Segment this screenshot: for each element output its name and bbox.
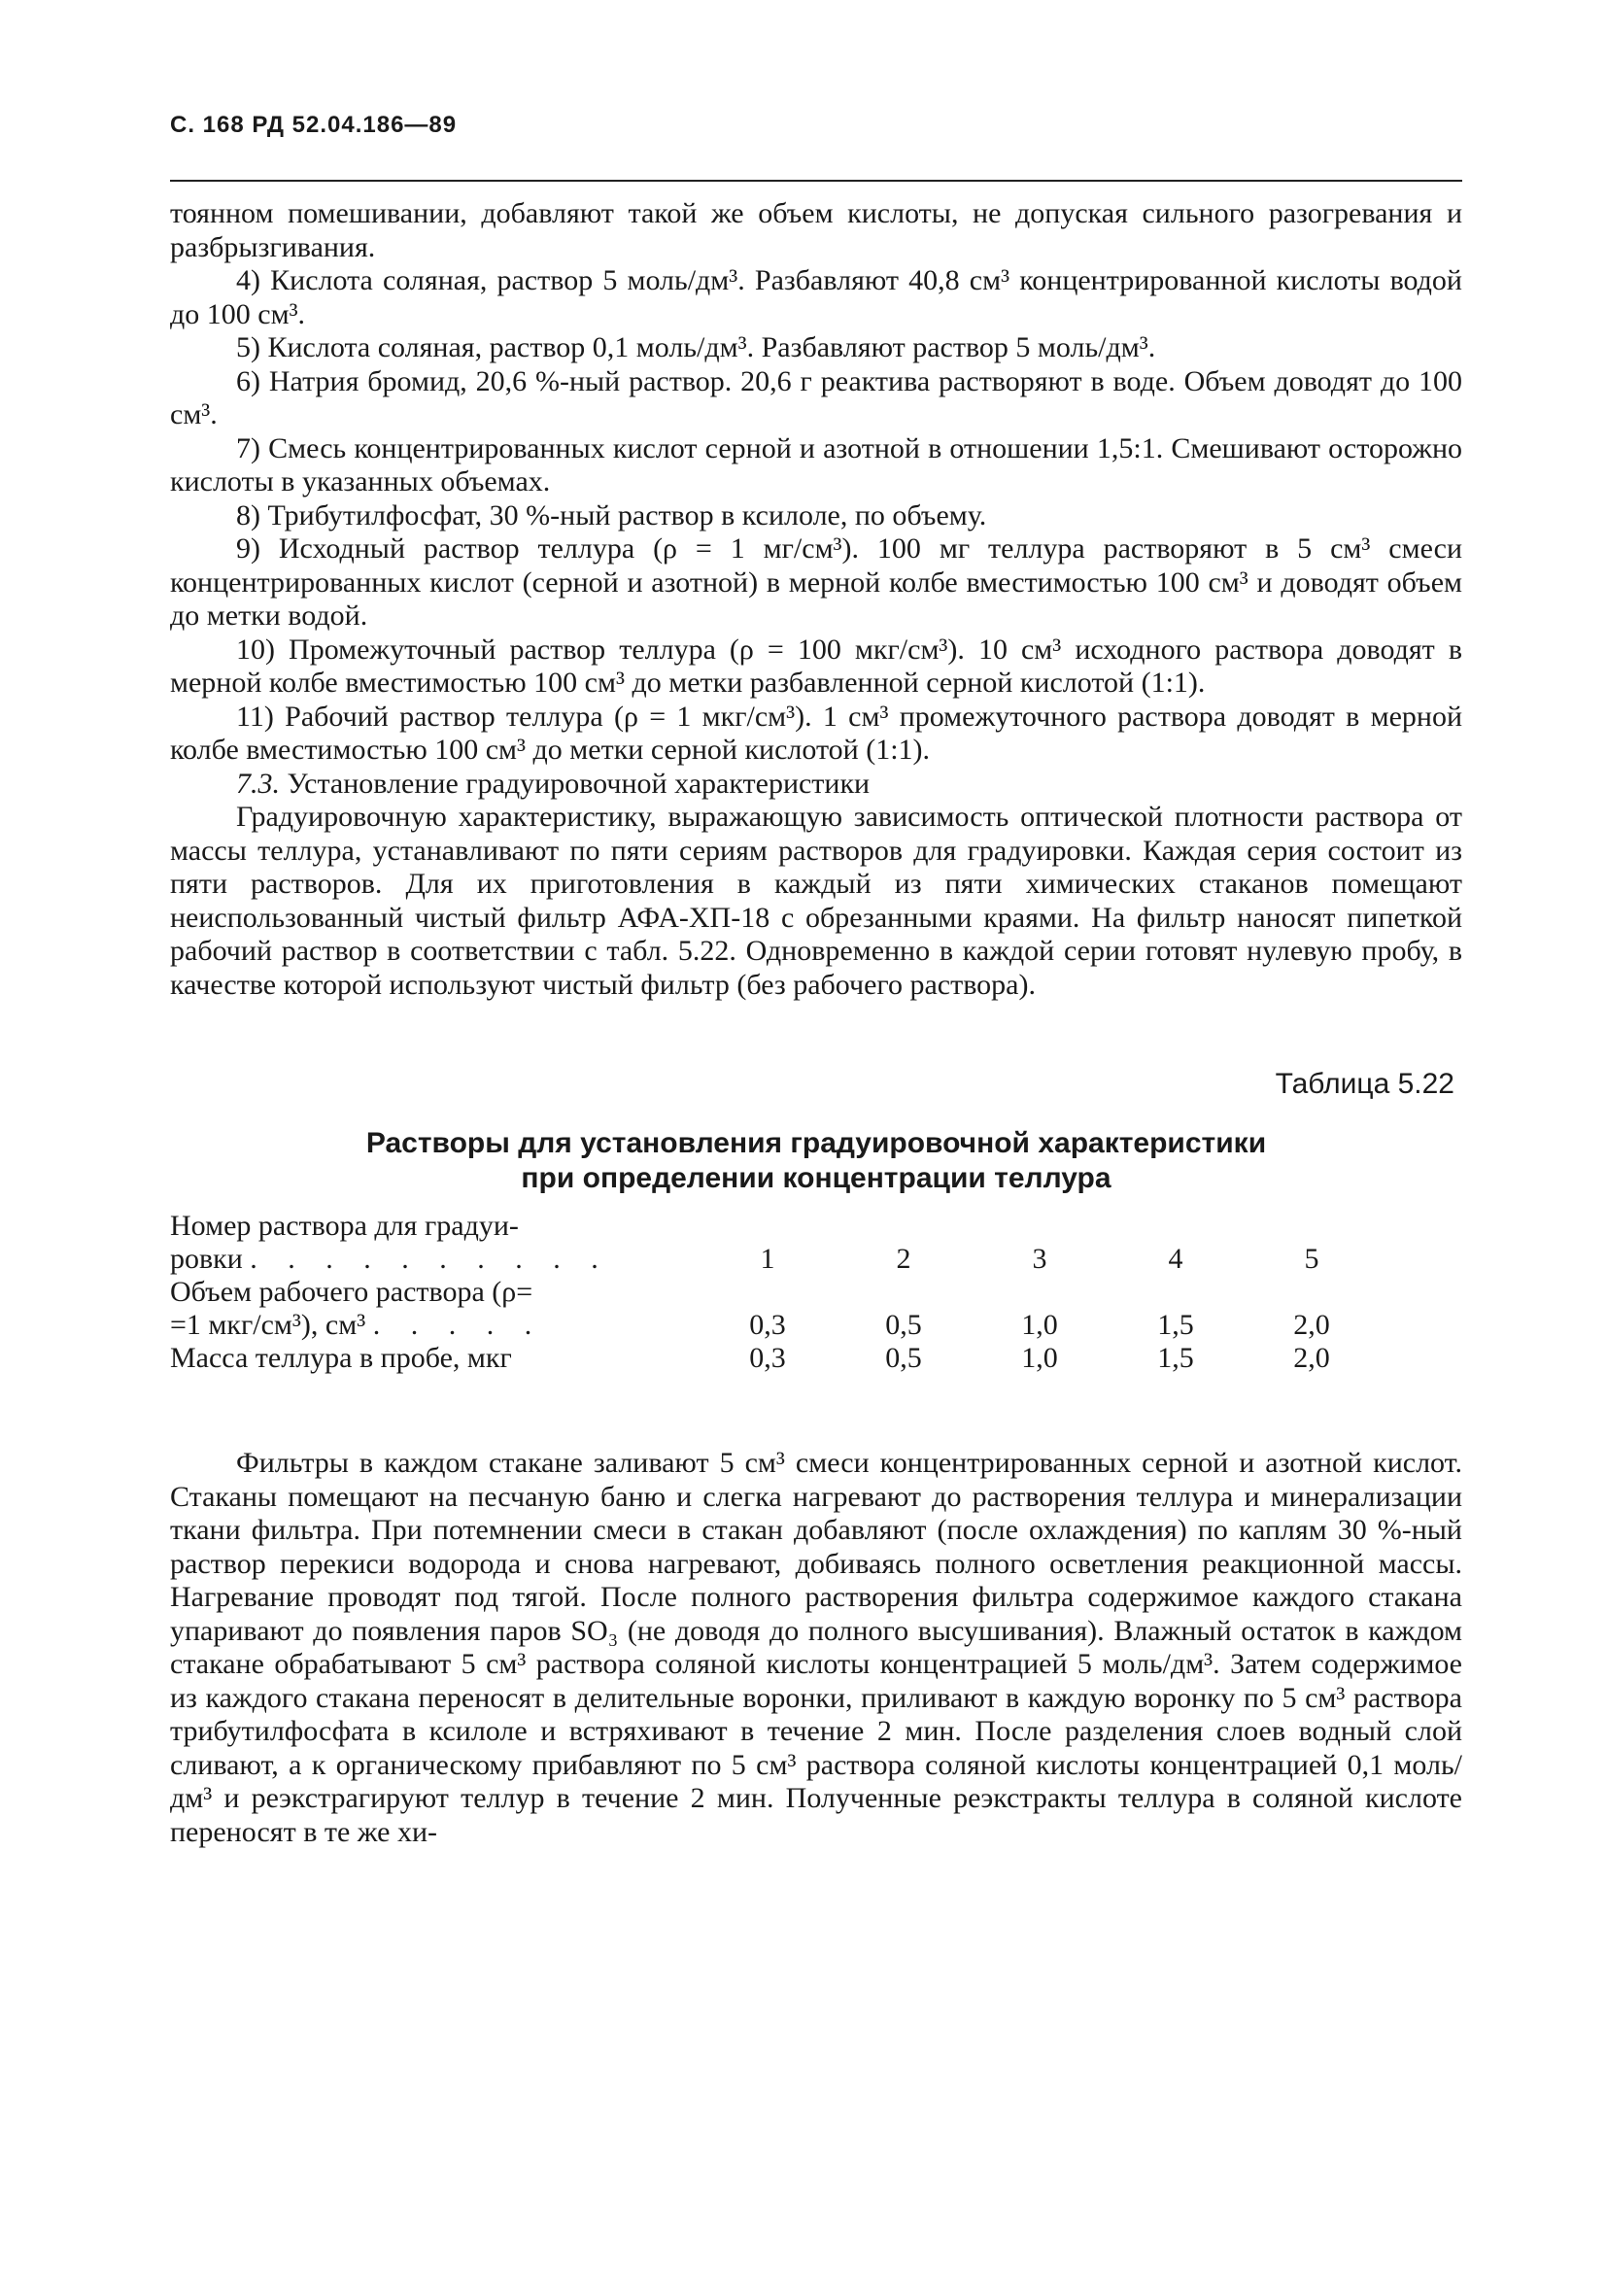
table-caption-line-2: при определении концентрации теллура [521,1162,1111,1194]
table-cell: 1,0 [1021,1342,1058,1374]
table-caption-line-1: Растворы для установления градуировочной характеристики [365,1127,1267,1159]
table-cell: 0,3 [749,1309,786,1341]
row-label-text: ровки [170,1243,243,1275]
paragraph-procedure: Фильтры в каждом стакане заливают 5 см³ смеси концентрированных серной и азотной кислот. Стаканы помещают на песчаную баню и слегка нагревают до растворения теллура и минерализации ткани фильтра. При потемнении смеси в стакан добавляют (после охлаждения) по каплям 30 %-ный раствор перекиси водорода и снова нагревают, добиваясь полного осветления реакционной массы. Нагревание проводят под тягой. После полного растворения фильтра содержимое каждого стакана упаривают до появления паров SO₃ (не доводя до полного высушивания). Влажный остаток в каждом стакане обрабатывают 5 см³ раствора соляной кислоты концентрацией 5 моль/дм³. Затем содержимое из каждого стакана переносят в делительные воронки, приливают в каждую воронку по 5 см³ раствора трибутилфосфата в ксилоле и встряхивают в течение 2 мин. После разделения слоев водный слой сливают, а к органическому прибавляют по 5 см³ раствора соляной кислоты концентрацией 0,1 моль/дм³ и реэкстрагируют теллур в течение 2 мин. Полученные реэкстракты теллура в соляной кислоте переносят в те же хи- [170,1447,1462,1848]
paragraph-calibration-intro: Градуировочную характеристику, выражающую зависимость оптической плотности раствора от массы теллура, устанавливают по пяти сериям растворов для градуировки. Каждая серия состоит из пяти растворов. Для их приготовления в каждый из пяти химических стаканов помещают неиспользованный чистый фильтр АФА-ХП-18 с обрезанными краями. На фильтр наносят пипеткой рабочий раствор в соответствии с табл. 5.22. Одновременно в каждой серии готовят нулевую пробу, в качестве которой используют чистый фильтр (без рабочего раствора). [170,801,1462,1001]
table-cell: 2,0 [1293,1342,1330,1374]
calibration-table [170,1210,1380,1375]
row-label-line: Номер раствора для градуи- [170,1210,519,1242]
table-cell: 4 [1168,1243,1183,1275]
row-label-line [170,1309,700,1342]
table-cell: 0,5 [885,1342,922,1374]
table-cell: 2,0 [1293,1309,1330,1341]
paragraph-item-11: 11) Рабочий раствор теллура (ρ = 1 мкг/см³). 1 см³ промежуточного раствора доводят в мерной колбе вместимостью 100 см³ до метки серной кислотой (1:1). [170,700,1462,766]
table-cell: 1 [760,1243,775,1275]
row-label [170,1276,700,1342]
table-cell: 5 [1304,1243,1319,1275]
document-page [170,102,1462,1849]
section-heading [170,768,1462,802]
paragraph-continuation: тоянном помешивании, добавляют такой же объем кислоты, не допуская сильного разогревания и разбрызгивания. [170,197,1462,263]
table-row-working-volume [170,1276,1380,1342]
table-row-tellurium-mass [170,1342,1380,1375]
section-number: 7.3. [236,767,280,800]
row-label-line: Объем рабочего раствора (ρ= [170,1276,533,1308]
table-cell: 1,5 [1157,1309,1194,1341]
paragraph-item-9: 9) Исходный раствор теллура (ρ = 1 мг/см³). 100 мг теллура растворяют в 5 см³ смеси концентрированных кислот (серной и азотной) в мерной колбе вместимостью 100 см³ и доводят объем до метки водой. [170,532,1462,632]
paragraph-item-10: 10) Промежуточный раствор теллура (ρ = 100 мкг/см³). 10 см³ исходного раствора доводят в мерной колбе вместимостью 100 см³ до метки разбавленной серной кислотой (1:1). [170,633,1462,699]
table-cell: 1,5 [1157,1342,1194,1374]
paragraph-item-5: 5) Кислота соляная, раствор 0,1 моль/дм³. Разбавляют раствор 5 моль/дм³. [236,331,1156,363]
paragraph-item-8: 8) Трибутилфосфат, 30 %-ный раствор в ксилоле, по объему. [236,498,987,531]
row-label [170,1210,700,1276]
table-caption [170,1126,1462,1196]
row-leader: . . . . . [372,1309,544,1341]
header-rule [170,180,1462,182]
table-row-solution-number [170,1210,1380,1276]
row-label: Масса теллура в пробе, мкг [170,1342,512,1374]
paragraph-item-4: 4) Кислота соляная, раствор 5 моль/дм³. Разбавляют 40,8 см³ концентрированной кислоты водой до 100 см³. [170,264,1462,330]
row-label-line [170,1243,700,1276]
table-cell: 0,5 [885,1309,922,1341]
table-label: Таблица 5.22 [1275,1068,1454,1100]
page-header: С. 168 РД 52.04.186—89 [170,112,458,138]
row-leader: . . . . . . . . . . [250,1243,610,1275]
table-cell: 2 [896,1243,911,1275]
paragraph-item-6: 6) Натрия бромид, 20,6 %-ный раствор. 20,6 г реактива растворяют в воде. Объем доводят до 100 см³. [170,364,1462,430]
table-cell: 1,0 [1021,1309,1058,1341]
row-label-text: =1 мкг/см³), см³ [170,1309,366,1341]
paragraph-item-7: 7) Смесь концентрированных кислот серной и азотной в отношении 1,5:1. Смешивают осторожно кислоты в указанных объемах. [170,431,1462,497]
table-cell: 0,3 [749,1342,786,1374]
table-cell: 3 [1032,1243,1047,1275]
section-title: Установление градуировочной характеристики [287,767,871,800]
